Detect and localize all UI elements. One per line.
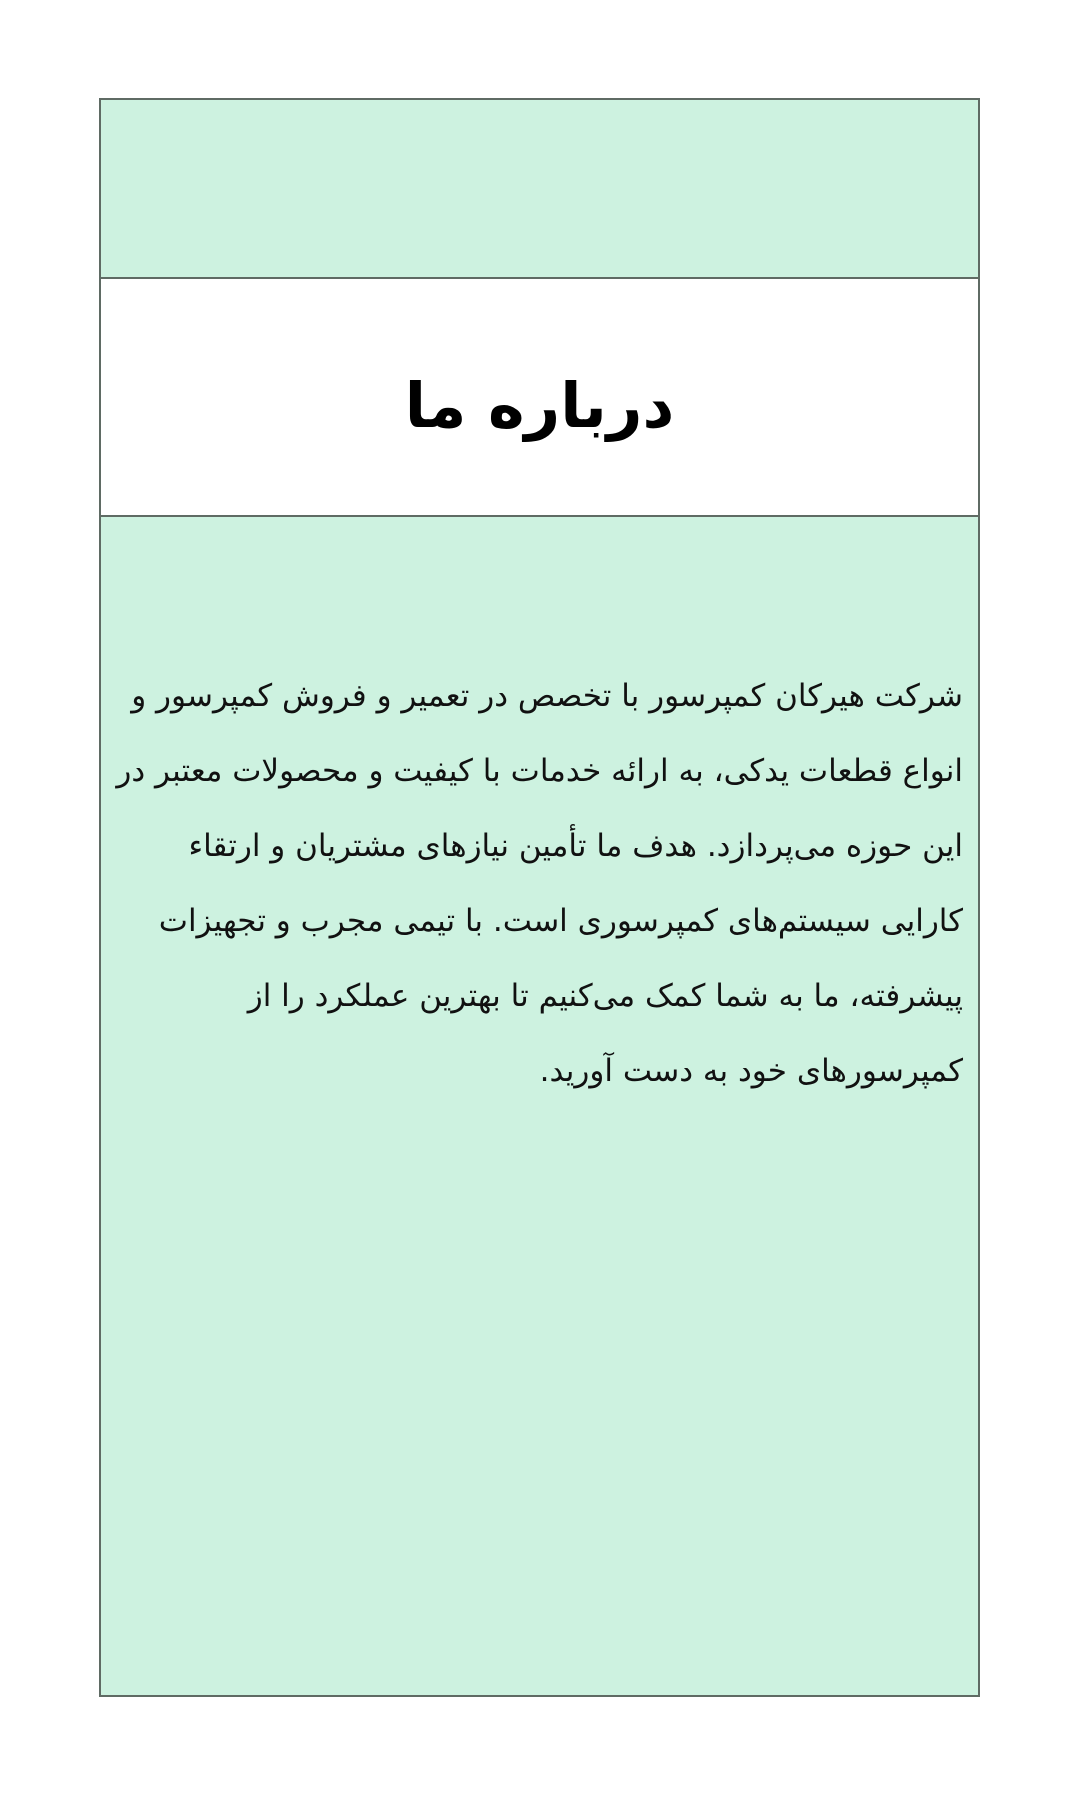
about-paragraph: شرکت هیرکان کمپرسور با تخصص در تعمیر و فروش کمپرسور و انواع قطعات یدکی، به ارائه خدمات با کیفیت و محصولات معتبر در این حوزه می‌پردازد. هدف ما تأمین نیازهای مشتریان و ارتقاء کارایی سیستم‌های کمپرسوری است. با تیمی مجرب و تجهیزات پیشرفته، ما به شما کمک می‌کنیم تا بهترین عملکرد را از کمپرسورهای خود به دست آورید. xyxy=(116,678,963,1089)
hero-banner xyxy=(99,98,980,279)
title-band xyxy=(99,277,980,517)
page-title: درباره ما xyxy=(404,369,675,442)
about-page-card xyxy=(99,98,980,1697)
about-content-panel xyxy=(99,515,980,1697)
